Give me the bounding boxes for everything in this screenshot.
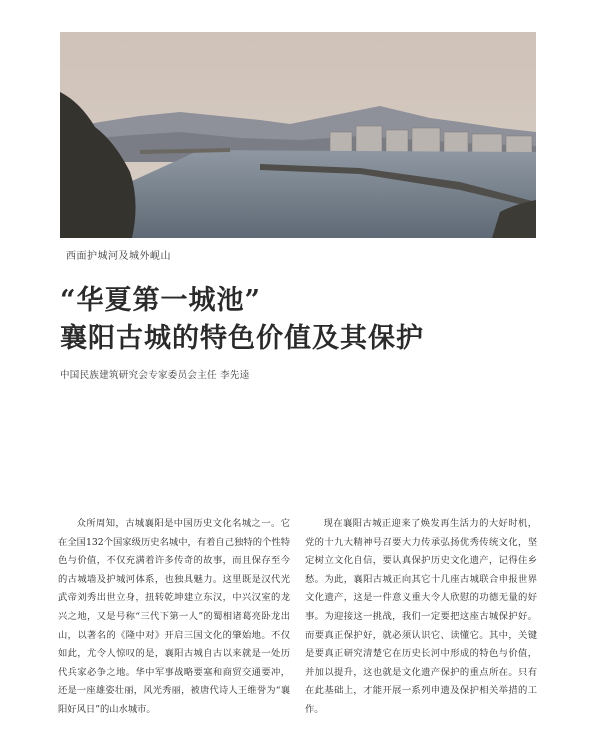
body-column-left: 众所周知，古城襄阳是中国历史文化名城之一。它在全国132个国家级历史名城中，有着自己独特的个性特色与价值，不仅充满着许多传奇的故事，而且保存至今的古城墙及护城河体系，也独具魅力。这里既是汉代光武帝刘秀出世立身，扭转乾坤建立东汉，中兴汉室的龙兴之地，又是号称“三代下第一人”的蜀相诸葛亮卧龙出山，以著名的《隆中对》开启三国文化的肇始地。不仅如此，尤令人惊叹的是，襄阳古城自古以来就是一处历代兵家必争之地。华中军事战略要塞和商贸交通要冲，还是一座雄姿壮丽，风光秀丽，被唐代诗人王维誉为“襄阳好风日”的山水城市。: [58, 518, 290, 715]
body-column-right: 现在襄阳古城正迎来了焕发再生活力的大好时机，党的十九大精神号召要大力传承弘扬优秀传统文化，坚定树立文化自信，要认真保护历史文化遗产，记得住乡愁。为此，襄阳古城正向其它十几座古城联合申报世界文化遗产，这是一件意义重大令人欣慰的功德无量的好事。为迎接这一挑战，我们一定要把这座古城保护好。而要真正保护好，就必须认识它、读懂它。其中，关键是要真正研究清楚它在历史长河中形成的特色与价值，并加以提升，这也就是文化遗产保护的重点所在。只有在此基础上，才能开展一系列申遗及保护相关举措的工作。: [305, 518, 537, 715]
article-title: [60, 282, 424, 358]
author-byline: 中国民族建筑研究会专家委员会主任 李先逵: [60, 370, 250, 381]
title-line-1: “华夏第一城池”: [60, 285, 262, 316]
title-line-2: 襄阳古城的特色价值及其保护: [60, 323, 424, 354]
moat-landscape-illustration: [60, 32, 536, 238]
photo-caption: 西面护城河及城外岘山: [66, 251, 171, 262]
city-moat-photo: [60, 32, 536, 238]
